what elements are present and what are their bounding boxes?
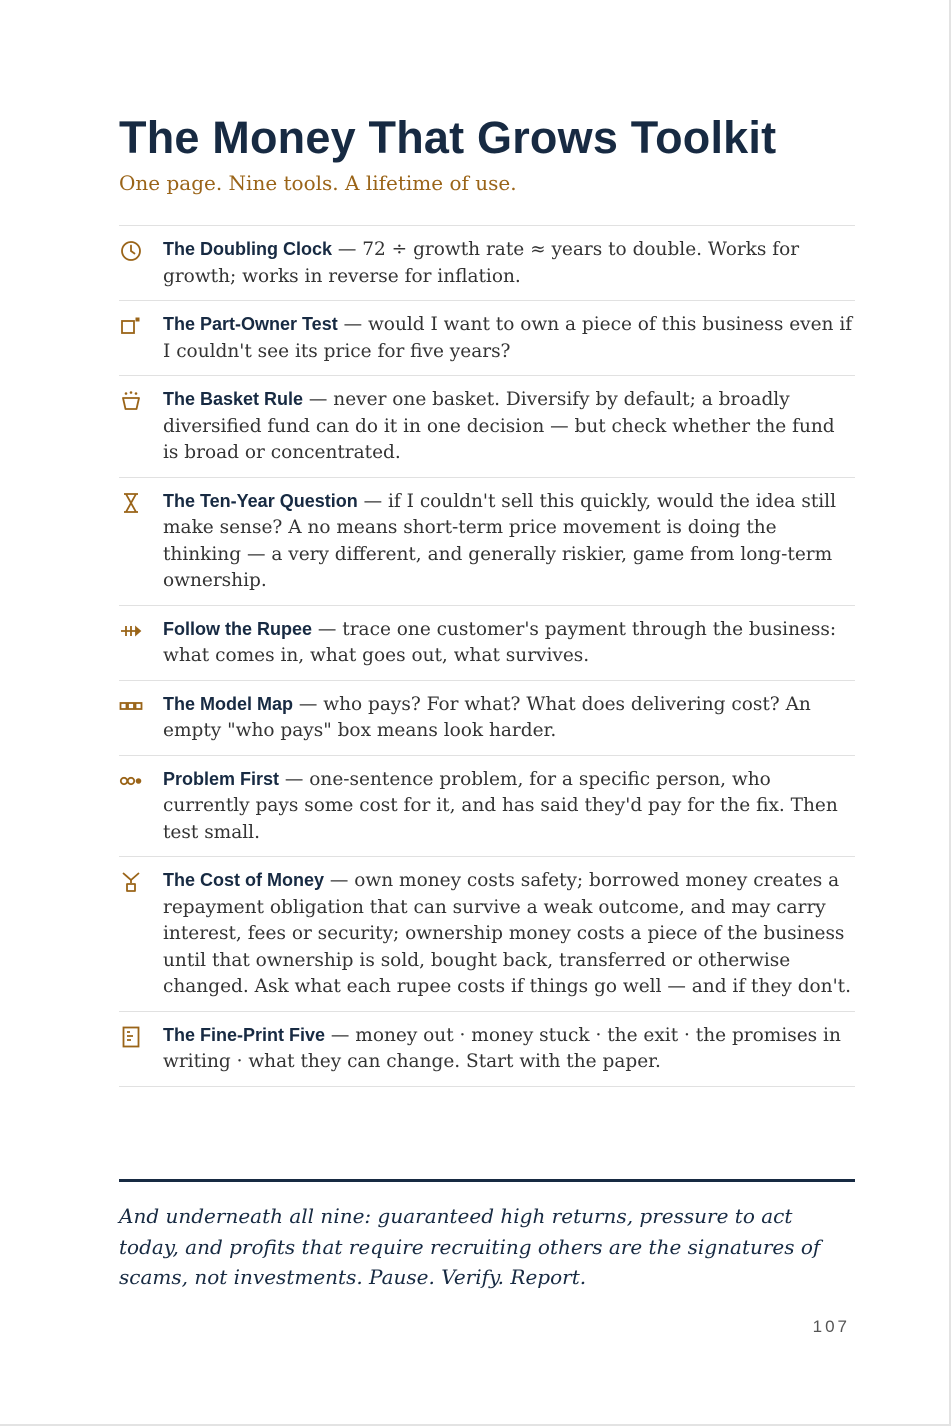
- funnel-icon: [119, 870, 143, 894]
- part-owner-icon: [119, 314, 143, 338]
- tool-description: — one-sentence problem, for a specific person, who currently pays some cost for it, and has said they'd pay for the fix. Then test small.: [163, 768, 838, 843]
- tool-description: — money out · money stuck · the exit · the promises in writing · what they can change. Start with the paper.: [163, 1024, 841, 1072]
- tool-description: — who pays? For what? What does delivering cost? An empty "who pays" box means look harder.: [163, 693, 811, 741]
- tool-list: [119, 225, 855, 1087]
- tool-item-fine-print-five: [119, 1012, 855, 1087]
- page-number: 107: [812, 1317, 850, 1336]
- tool-name: The Fine-Print Five: [163, 1024, 326, 1045]
- flow-arrow-icon: [119, 619, 143, 643]
- links-icon: [119, 769, 143, 793]
- tool-item-model-map: [119, 681, 855, 756]
- tool-item-part-owner-test: [119, 301, 855, 376]
- tool-item-ten-year-question: [119, 478, 855, 606]
- tool-name: The Cost of Money: [163, 870, 324, 890]
- tool-description: — would I want to own a piece of this business even if I couldn't see its price for five years?: [163, 314, 853, 362]
- hourglass-icon: [119, 491, 143, 515]
- tool-name: The Doubling Clock: [163, 239, 332, 259]
- tool-item-doubling-clock: [119, 226, 855, 301]
- tool-item-problem-first: [119, 756, 855, 858]
- clock-icon: [119, 239, 143, 263]
- tool-name: Follow the Rupee: [163, 618, 313, 639]
- tool-description: — never one basket. Diversify by default; a broadly diversified fund can do it in one decision — but check whether the fund is broad or concentrated.: [163, 389, 835, 463]
- tool-item-basket-rule: [119, 376, 855, 478]
- tool-item-follow-the-rupee: [119, 606, 855, 681]
- tool-name: The Ten-Year Question: [163, 490, 358, 511]
- tool-item-cost-of-money: [119, 857, 855, 1012]
- document-icon: [119, 1025, 143, 1049]
- basket-icon: [119, 389, 143, 413]
- page-title: The Money That Grows Toolkit: [119, 112, 777, 163]
- tool-description: — if I couldn't sell this quickly, would the idea still make sense? A no means short-term price movement is doing the thinking — a very different, and generally riskier, game from long-term ownership.: [163, 490, 837, 591]
- tool-description: — 72 ÷ growth rate ≈ years to double. Works for growth; works in reverse for inflation.: [163, 239, 800, 287]
- section-divider: [119, 1179, 855, 1182]
- tool-description: — trace one customer's payment through the business: what comes in, what goes out, what survives.: [163, 618, 837, 666]
- page-subtitle: One page. Nine tools. A lifetime of use.: [119, 171, 517, 195]
- tool-name: The Part-Owner Test: [163, 314, 338, 334]
- tool-name: Problem First: [163, 768, 280, 789]
- tool-name: The Model Map: [163, 693, 293, 714]
- tool-name: The Basket Rule: [163, 389, 304, 409]
- closing-note: And underneath all nine: guaranteed high returns, pressure to act today, and profits that require recruiting others are the signatures of scams, not investments. Pause. Verify. Report.: [119, 1204, 821, 1289]
- tool-description: — own money costs safety; borrowed money creates a repayment obligation that can survive a weak outcome, and may carry interest, fees or security; ownership money costs a piece of the business until that ownership is sold, bought back, transferred or otherwise changed. Ask what each rupee costs if things go well — and if they don't.: [163, 870, 851, 997]
- boxes-icon: [119, 694, 143, 718]
